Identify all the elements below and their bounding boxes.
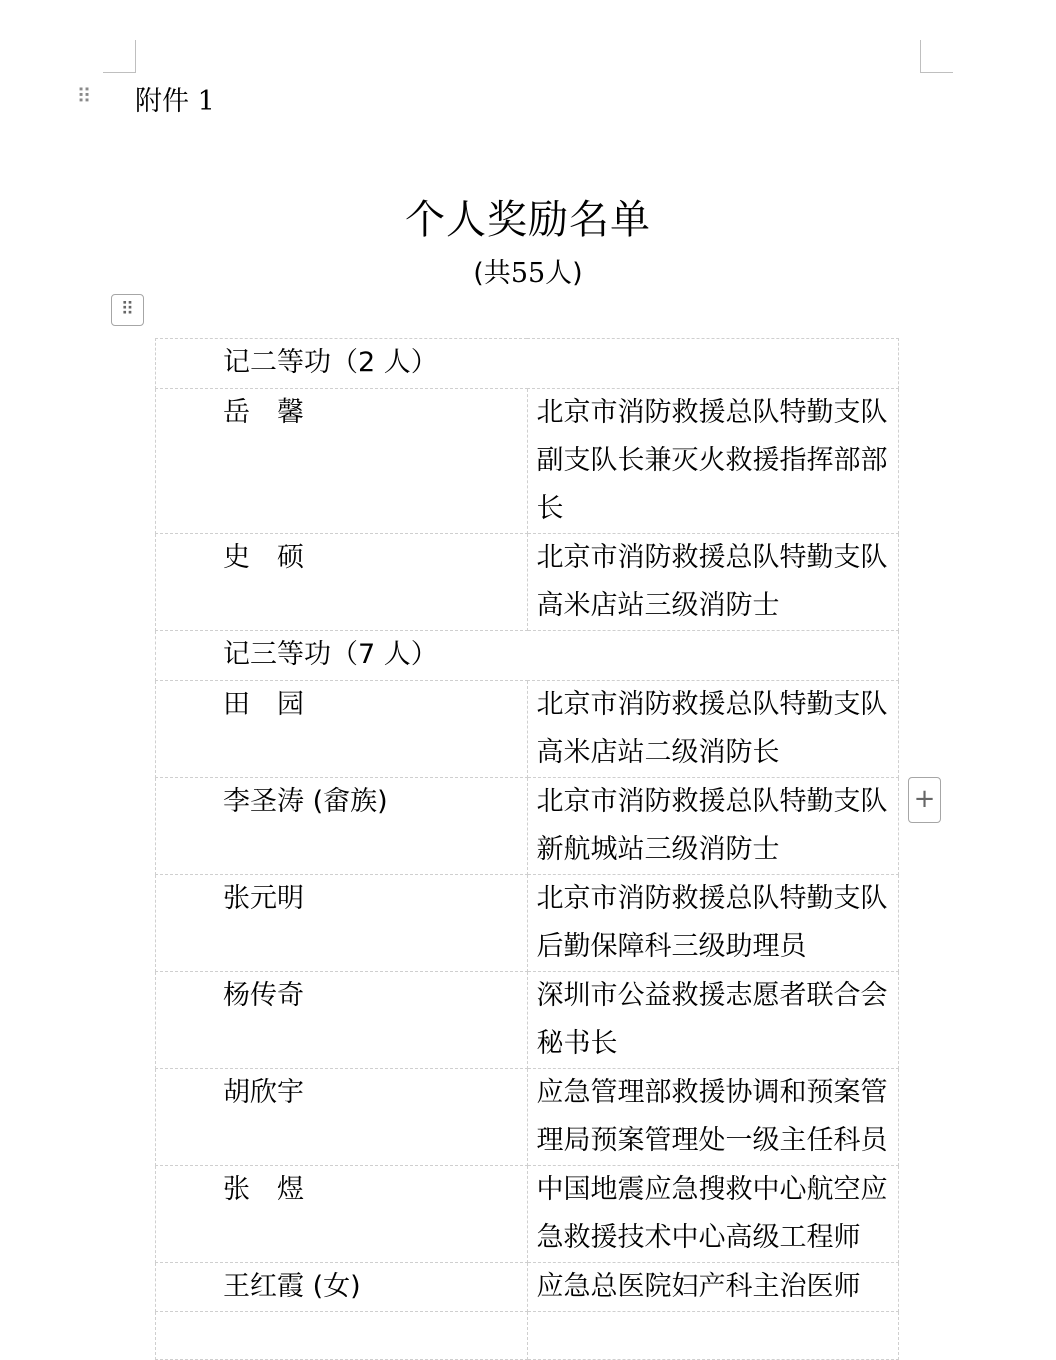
- attachment-number: 1: [197, 86, 215, 117]
- subtitle-count: 55: [510, 258, 546, 289]
- person-name: 杨传奇: [156, 972, 528, 1069]
- person-position: 应急管理部救援协调和预案管理局预案管理处一级主任科员: [527, 1069, 899, 1166]
- table-row: [156, 778, 899, 875]
- table-row: [156, 389, 899, 534]
- table-row: [156, 681, 899, 778]
- table-row: [156, 1312, 899, 1360]
- person-position: 中国地震应急搜救中心航空应急救援技术中心高级工程师: [527, 1166, 899, 1263]
- person-position: 北京市消防救援总队特勤支队高米店站三级消防士: [527, 534, 899, 631]
- person-position: 北京市消防救援总队特勤支队新航城站三级消防士: [527, 778, 899, 875]
- section-header: 记三等功（7 人）: [156, 631, 899, 681]
- add-column-plus-icon[interactable]: +: [908, 777, 941, 823]
- attachment-text: 附件: [135, 86, 189, 117]
- subtitle-suffix: 人): [545, 258, 583, 289]
- award-table: [155, 338, 899, 1360]
- person-position: 深圳市公益救援志愿者联合会秘书长: [527, 972, 899, 1069]
- person-name: 张 煜: [156, 1166, 528, 1263]
- page-corner-top-left: [103, 40, 136, 73]
- table-row: [156, 534, 899, 631]
- document-title: 个人奖励名单: [405, 197, 651, 243]
- person-position: 北京市消防救援总队特勤支队副支队长兼灭火救援指挥部部长: [527, 389, 899, 534]
- document-subtitle: [0, 254, 1056, 294]
- page-corner-top-right: [920, 40, 953, 73]
- person-name: 王红霞 (女): [156, 1263, 528, 1312]
- subtitle-prefix: (共: [473, 258, 511, 289]
- person-name: 田 园: [156, 681, 528, 778]
- person-position: 北京市消防救援总队特勤支队后勤保障科三级助理员: [527, 875, 899, 972]
- person-position: [527, 1312, 899, 1360]
- person-name: 史 硕: [156, 534, 528, 631]
- person-name: [156, 778, 528, 875]
- person-position: 应急总医院妇产科主治医师: [527, 1263, 899, 1312]
- person-position: 北京市消防救援总队特勤支队高米店站二级消防长: [527, 681, 899, 778]
- table-row: [156, 1069, 899, 1166]
- attachment-label: [135, 82, 215, 122]
- person-name: 岳 馨: [156, 389, 528, 534]
- person-name: 张元明: [156, 875, 528, 972]
- table-row: [156, 875, 899, 972]
- table-row: [156, 972, 899, 1069]
- section-header: 记二等功（2 人）: [156, 339, 899, 389]
- table-move-handle-icon[interactable]: ⠿: [111, 294, 144, 326]
- table-row: [156, 1166, 899, 1263]
- person-name: [156, 1312, 528, 1360]
- person-name: 胡欣宇: [156, 1069, 528, 1166]
- paragraph-drag-handle-icon[interactable]: ⠿: [76, 84, 92, 108]
- person-name-text: 李圣涛 (畲族): [223, 786, 388, 817]
- table-row: [156, 1263, 899, 1312]
